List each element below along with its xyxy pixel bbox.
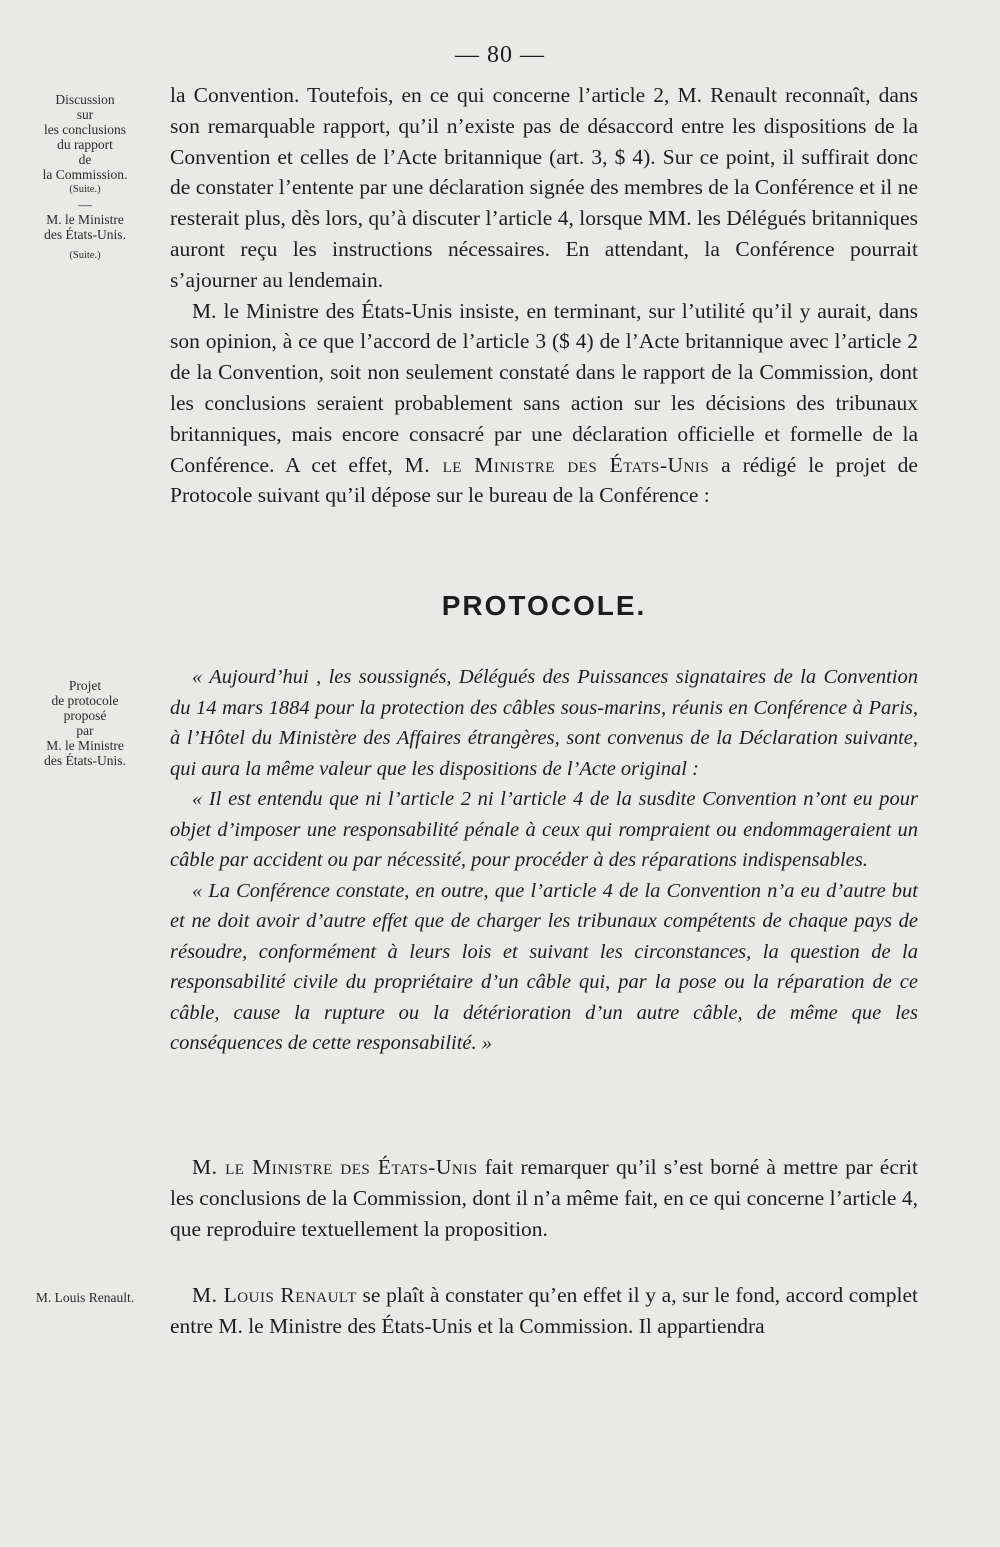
paragraph-2-start: M. le Ministre des États-Unis insiste, en terminant, sur l’utilité qu’il y aurait, dans son opinion, à ce que l’accord de l’article 3 ($ 4) de l’Acte britannique avec l’article 2 de la Convention, soit non seulement constaté dans le rapport de la Commission, dont les conclusions seraient probablement sans action sur les décisions des tribunaux britanniques, mais encore consacré par une déclaration officielle et formelle de la Conférence. A cet effet, — [170, 298, 918, 477]
protocol-paragraph-2: « Il est entendu que ni l’article 2 ni l’article 4 de la susdite Convention n’ont eu pour objet d’imposer une responsabilité pénale à ceux qui rompraient ou endommageraient un câble par accident ou par nécessité, pour procéder à des réparations indispensables. — [170, 788, 918, 871]
protocol-paragraph-1: « Aujourd’hui , les soussignés, Délégués des Puissances signataires de la Convention du 14 mars 1884 pour la protection des câbles sous-marins, réunis en Conférence à Paris, à l’Hôtel du Ministère des Affaires étrangères, sont convenus de la Déclaration suivante, qui aura la même valeur que les dispositions de l’Acte original : — [170, 666, 918, 780]
margin-line: de protocole — [51, 693, 119, 708]
body-top — [170, 80, 918, 511]
margin-line: de — [78, 152, 92, 167]
page-number: — 80 — — [455, 42, 545, 68]
margin-line: proposé — [63, 708, 107, 723]
margin-line: M. le Ministre — [46, 212, 124, 227]
margin-line: la Commission. — [42, 167, 128, 182]
margin-suite: (Suite.) — [69, 250, 101, 261]
margin-note-projet — [12, 678, 158, 768]
margin-line: Discussion — [55, 92, 115, 107]
body-after-protocol — [170, 1152, 918, 1244]
paragraph-2-end: a rédigé le projet de Protocole suivant qu’il dépose sur le bureau de la Conférence : — [170, 452, 918, 508]
paragraph-4-smallcaps: M. Louis Renault — [192, 1283, 357, 1307]
margin-line: M. Louis Renault. — [35, 1290, 135, 1305]
margin-line: des États-Unis. — [44, 227, 126, 242]
paragraph-2 — [170, 296, 918, 512]
paragraph-2-smallcaps: M. le Ministre des États-Unis — [404, 452, 710, 477]
margin-note-renault — [12, 1290, 158, 1305]
margin-line: M. le Ministre — [46, 738, 124, 753]
margin-line: des États-Unis. — [44, 753, 126, 768]
margin-line: sur — [76, 107, 94, 122]
paragraph-4-text: se plaît à constater qu’en effet il y a, sur le fond, accord complet entre M. le Ministre des États-Unis et la Commission. Il appartiendra — [170, 1283, 918, 1338]
margin-dash: — — [78, 197, 92, 212]
paragraph-3-smallcaps: M. le Ministre des États-Unis — [192, 1155, 478, 1179]
paragraph-3 — [170, 1152, 918, 1244]
protocol-text — [170, 662, 918, 1059]
margin-suite: (Suite.) — [69, 184, 101, 195]
margin-line: les conclusions — [43, 122, 127, 137]
protocol-paragraph-3: « La Conférence constate, en outre, que l’article 4 de la Convention n’a eu d’autre but et ne doit avoir d’autre effet que de charger les tribunaux compétents de chaque pays de résoudre, conformément à leurs lois et suivant les circonstances, la question de la responsabilité civile du propriétaire d’un câble qui, par la pose ou la réparation de ce câble, cause la rupture ou la détérioration d’un autre câble, de même que les conséquences de cette responsabilité. » — [170, 879, 918, 1054]
paragraph-3-text: fait remarquer qu’il s’est borné à mettre par écrit les conclusions de la Commission, dont il n’a même fait, en ce qui concerne l’article 4, que reproduire textuellement la proposition. — [170, 1155, 918, 1241]
protocol-title: PROTOCOLE. — [441, 590, 647, 621]
paragraph-4 — [170, 1280, 918, 1342]
margin-line: Projet — [68, 678, 102, 693]
margin-line: par — [76, 723, 94, 738]
body-renault — [170, 1280, 918, 1342]
paragraph-1: la Convention. Toutefois, en ce qui concerne l’article 2, M. Renault reconnaît, dans son remarquable rapport, qu’il n’existe pas de désaccord entre les dispositions de la Convention et celles de l’Acte britannique (art. 3, $ 4). Sur ce point, il suffirait donc de constater l’entente par une déclaration signée des membres de la Conférence et il ne resterait plus, dès lors, qu’à discuter l’article 4, lorsque MM. les Délégués britanniques auront reçu les instructions nécessaires. En attendant, la Conférence pourrait s’ajourner au lendemain. — [170, 83, 918, 292]
margin-line: du rapport — [57, 137, 113, 152]
margin-note-discussion — [12, 92, 158, 263]
